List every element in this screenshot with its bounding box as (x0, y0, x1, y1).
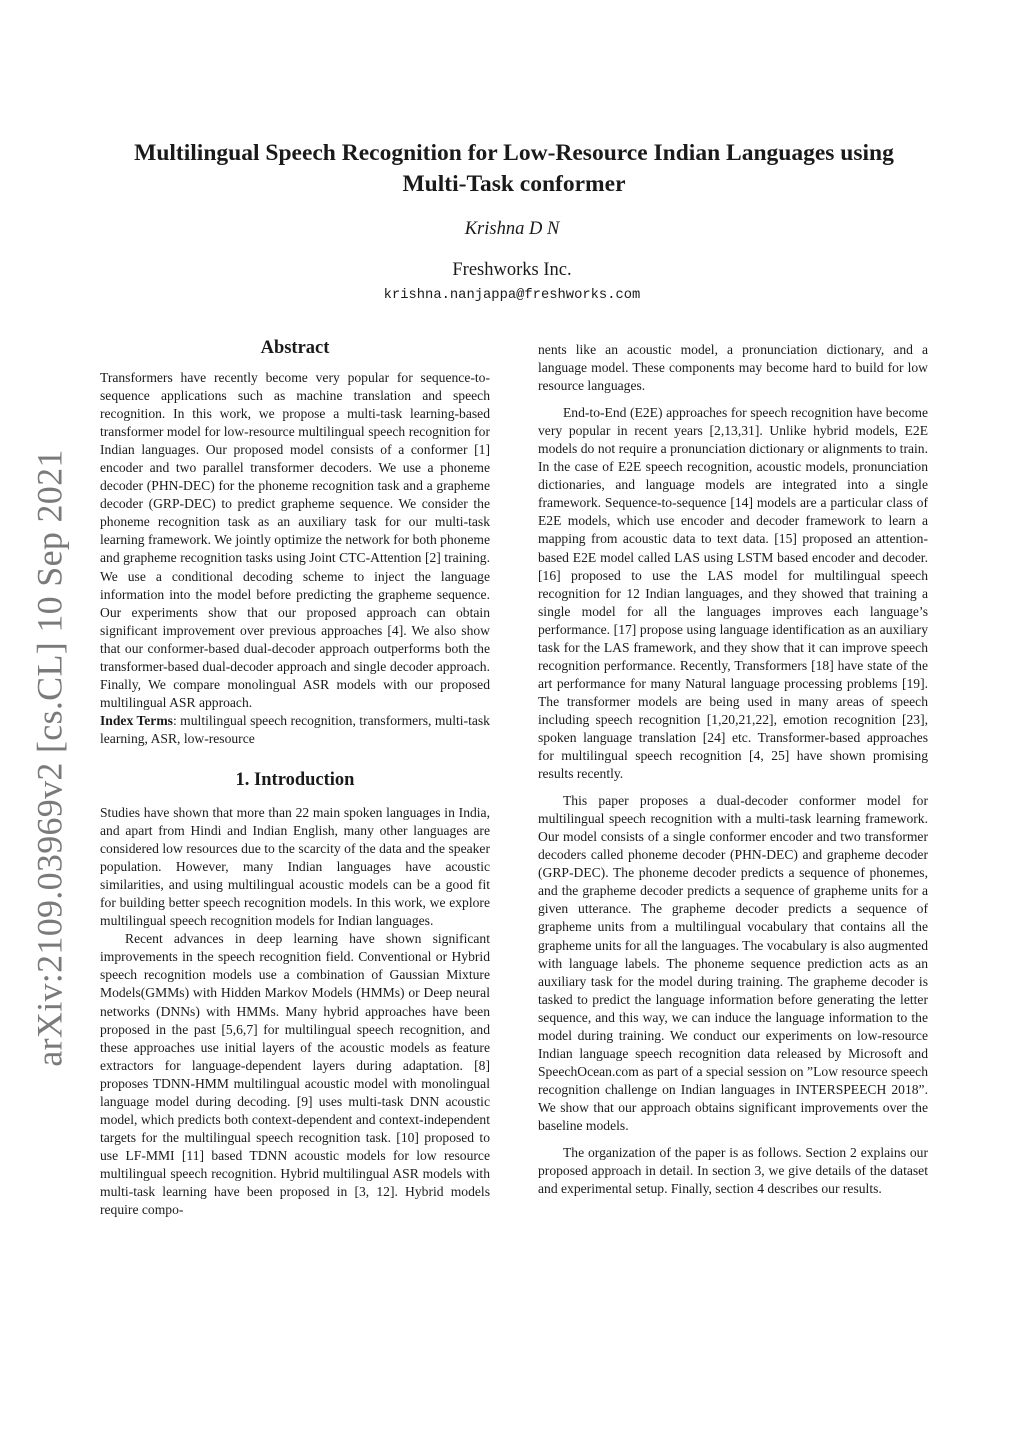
intro-paragraph-5: The organization of the paper is as follows. Section 2 explains our proposed approach in detail. In section 3, we give details of the dataset and experimental setup. Finally, section 4 describes our results. (538, 1145, 928, 1197)
paper-title-line-1: Multilingual Speech Recognition for Low-Resource Indian Languages using (134, 140, 894, 166)
paper-title (100, 138, 928, 200)
index-terms-label: Index Terms (100, 712, 173, 728)
right-column (538, 341, 928, 1198)
intro-paragraph-3: End-to-End (E2E) approaches for speech recognition have become very popular in recent years [2,13,31]. Unlike hybrid models, E2E models do not require a pronunciation dictionary or alignments to train. In the case of E2E speech recognition, acoustic models, pronunciation dictionaries, and language models are integrated into a single framework. Sequence-to-sequence [14] models are a particular class of E2E models, which use encoder and decoder framework to learn a mapping from acoustic data to text data. [15] proposed an attention-based E2E model called LAS using LSTM based encoder and decoder. [16] proposed to use the LAS model for multilingual speech recognition for 12 Indian languages, and they showed that training a single model for all the languages improves each language’s performance. [17] propose using language identification as an auxiliary task for the LAS framework, and they show that it can improve speech recognition performance. Recently, Transformers [18] have state of the art performance for many Natural language processing problems [19]. The transformer models are being used in many areas of speech including speech recognition [1,20,21,22], emotion recognition [23], spoken language translation [24] etc. Transformer-based approaches for multilingual speech recognition [4, 25] have shown promising results recently. (538, 405, 928, 782)
intro-paragraph-1: Studies have shown that more than 22 main spoken languages in India, and apart from Hindi and Indian English, many other languages are considered low resources due to the scarcity of the data and the speaker population. However, many Indian languages have acoustic similarities, and using multilingual acoustic models can be a good fit for building better speech recognition models. In this work, we explore multilingual speech recognition models for Indian languages. (100, 804, 490, 929)
introduction-heading: 1. Introduction (235, 769, 355, 790)
index-terms-text: : multilingual speech recognition, transformers, multi-task learning, ASR, low-resource (100, 712, 490, 746)
index-terms (100, 712, 490, 748)
abstract-text: Transformers have recently become very popular for sequence-to-sequence applications such as machine translation and speech recognition. In this work, we propose a multi-task learning-based transformer model for low-resource multilingual speech recognition for Indian languages. Our proposed model consists of a conformer [1] encoder and two parallel transformer decoders. We use a phoneme decoder (PHN-DEC) for the phoneme recognition task and a grapheme decoder (GRP-DEC) to predict grapheme sequence. We consider the phoneme recognition task as an auxiliary task for our multi-task learning framework. We jointly optimize the network for both phoneme and grapheme recognition tasks using Joint CTC-Attention [2] training. We use a conditional decoding scheme to inject the language information into the model before predicting the grapheme sequence. Our experiments show that our proposed approach can obtain significant improvement over previous approaches [4]. We also show that our conformer-based dual-decoder approach outperforms both the transformer-based dual-decoder approach and single decoder approach. Finally, We compare monolingual ASR models with our proposed multilingual ASR approach. (100, 370, 490, 710)
author-email: krishna.nanjappa@freshworks.com (383, 288, 641, 303)
abstract-heading: Abstract (260, 338, 330, 358)
left-column (100, 336, 490, 1219)
intro-paragraph-2-continued: nents like an acoustic model, a pronunciation dictionary, and a language model. These components may become hard to build for low resource languages. (538, 342, 928, 394)
arxiv-identifier (18, 450, 82, 1065)
author-affiliation: Freshworks Inc. (452, 260, 572, 280)
paper-title-line-2: Multi-Task conformer (402, 171, 626, 197)
intro-paragraph-2: Recent advances in deep learning have shown significant improvements in the speech recognition field. Conventional or Hybrid speech recognition models use a combination of Gaussian Mixture Models(GMMs) with Hidden Markov Models (HMMs) or Deep neural networks (DNNs) with HMMs. Many hybrid approaches have been proposed in the past [5,6,7] for multilingual speech recognition, and these approaches use initial layers of the acoustic models as feature extractors for language-dependent layers during adaptation. [8] proposes TDNN-HMM multilingual acoustic model with monolingual language model during decoding. [9] uses multi-task DNN acoustic model, which predicts both context-dependent and context-independent targets for the multilingual speech recognition task. [10] proposed to use LF-MMI [11] based TDNN acoustic models for low resource multilingual speech recognition. Hybrid multilingual ASR models with multi-task learning have been proposed in [3, 12]. Hybrid models require compo- (100, 931, 490, 1218)
arxiv-identifier-text: arXiv:2109.03969v2 [cs.CL] 10 Sep 2021 (30, 448, 70, 1067)
author-name: Krishna D N (464, 219, 560, 239)
intro-paragraph-4: This paper proposes a dual-decoder conformer model for multilingual speech recognition with a multi-task learning framework. Our model consists of a single conformer encoder and two transformer decoders called phoneme decoder (PHN-DEC) and grapheme decoder (GRP-DEC). The phoneme decoder predicts a sequence of phonemes, and the grapheme decoder predicts a sequence of grapheme units for a given utterance. The grapheme decoder predicts a sequence of grapheme units from a multilingual vocabulary that contains all the grapheme units for all the languages. The vocabulary is also augmented with language labels. The phoneme sequence prediction acts as an auxiliary task for the model during training. The grapheme decoder is tasked to predict the language information before generating the letter sequence, and this way, we can induce the language information to the model during training. We conduct our experiments on low-resource Indian language speech recognition data released by Microsoft and SpeechOcean.com as part of a special session on ”Low resource speech recognition challenge on Indian languages in INTERSPEECH 2018”. We show that our approach obtains significant improvements over the baseline models. (538, 793, 928, 1133)
